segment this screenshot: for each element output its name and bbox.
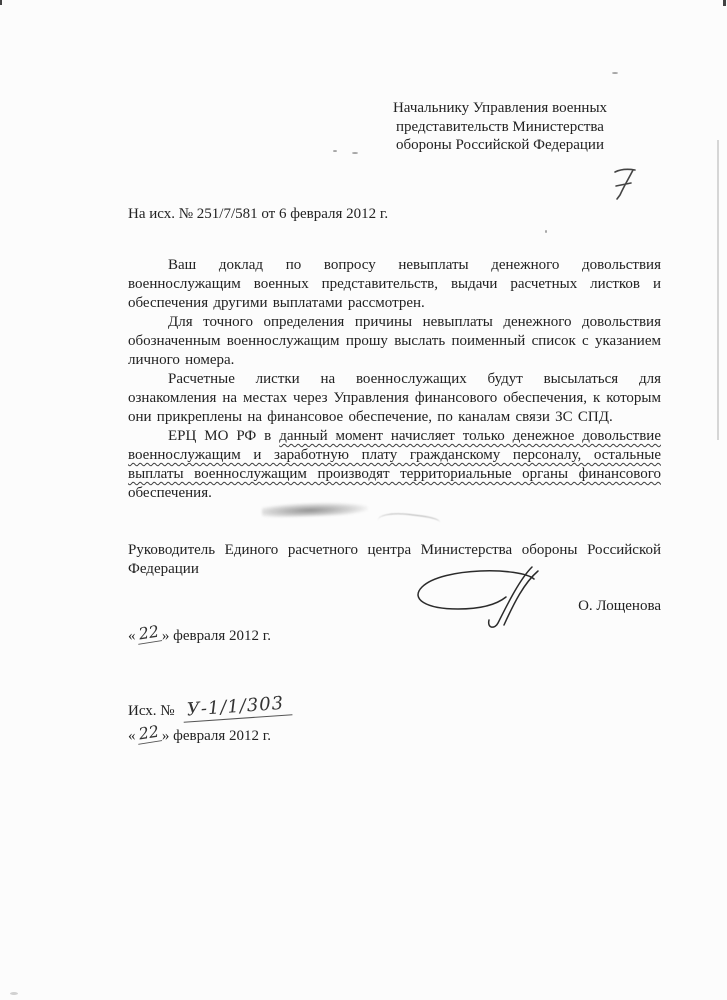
scan-speck: [352, 152, 358, 154]
scan-speck: [333, 150, 337, 152]
scan-speck: [545, 230, 547, 233]
scan-corner-mark: [0, 0, 2, 5]
signed-date-line: [128, 621, 271, 645]
signatory-title: Руководитель Единого расчетного центра Министерства обороны Российской Федерации: [128, 542, 661, 577]
scan-smudge: [262, 501, 368, 518]
recipient-line-1: Начальнику Управления военных: [392, 100, 608, 116]
scan-stray-pen-mark: [378, 510, 441, 528]
paragraph-4-plain-start: ЕРЦ МО РФ в: [168, 428, 280, 444]
body-paragraph-1: Ваш доклад по вопросу невыплаты денежного довольствия военнослужащим военных представительств, выдачи расчетных листков и обеспечения другими выплатами рассмотрен.: [128, 257, 661, 311]
paragraph-4-plain-end: обеспечения.: [128, 485, 212, 501]
handwritten-day: 22: [135, 721, 162, 745]
recipient-address: [383, 99, 617, 155]
date-rest: » февраля 2012 г.: [161, 628, 271, 644]
recipient-line-2: представительств Министерства: [396, 118, 604, 135]
scan-speck: [612, 72, 618, 74]
signature-stroke: [398, 563, 546, 631]
recipient-line-3: обороны Российской Федерации: [395, 137, 604, 153]
scan-edge-line: [717, 140, 719, 440]
date-rest: » февраля 2012 г.: [161, 728, 271, 744]
paragraph-4-handwritten-underlined-text: данный момент начисляет только денежное довольствие военнослужащим и заработную плату гражданскому персоналу, остальные выплаты военнослужащим производят территориальные органы финансового: [128, 428, 661, 482]
outgoing-number-line: [128, 692, 292, 722]
letter-body: [128, 256, 661, 503]
scan-corner-mark: [723, 0, 726, 6]
outgoing-label: Исх. №: [128, 703, 175, 719]
open-quote: «: [128, 728, 136, 744]
handwritten-outgoing-number: У-1/1/303: [182, 692, 293, 723]
outgoing-date-line: [128, 721, 271, 745]
handwritten-day: 22: [135, 621, 162, 645]
open-quote: «: [128, 628, 136, 644]
scan-speck: [10, 992, 18, 995]
handwritten-page-number-7: [612, 165, 640, 206]
handwritten-7-stroke: [612, 165, 640, 201]
reference-line: На исх. № 251/7/581 от 6 февраля 2012 г.: [128, 206, 389, 222]
body-paragraph-2: Для точного определения причины невыплаты денежного довольствия обозначенным военнослужащим прошу выслать поименный список с указанием личного номера.: [128, 314, 661, 368]
body-paragraph-4: [128, 427, 661, 503]
body-paragraph-3: Расчетные листки на военнослужащих будут высылаться для ознакомления на местах через Управления финансового обеспечения, к которым они прикреплены на финансовое обеспечение, по каналам связи ЗС СПД.: [128, 371, 661, 425]
signatory-name: О. Лощенова: [578, 598, 661, 614]
